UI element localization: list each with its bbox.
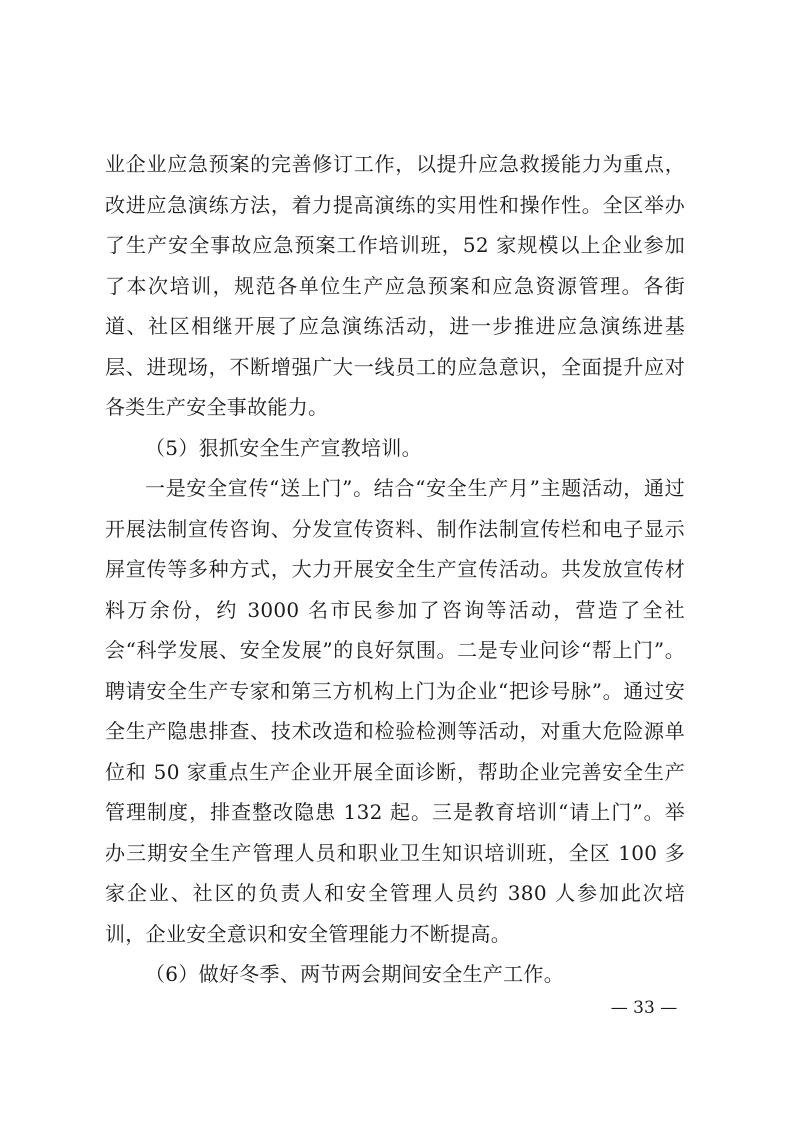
page-number: — 33 — [610, 998, 678, 1018]
paragraph-safety-training: 一是安全宣传“送上门”。结合“安全生产月”主题活动，通过开展法制宣传咨询、分发宣传资料、制作法制宣传栏和电子显示屏宣传等多种方式，大力开展安全生产宣传活动。共发放宣传材料万余份，约 3000 名市民参加了咨询等活动，营造了全社会“科学发展、安全发展”的良好氛围。二是专业问诊“帮上门”。聘请安全生产专家和第三方机构上门为企业“把诊号脉”。通过安全生产隐患排查、技术改造和检验检测等活动，对重大危险源单位和 50 家重点生产企业开展全面诊断，帮助企业完善安全生产管理制度，排查整改隐患 132 起。三是教育培训“请上门”。举办三期安全生产管理人员和职业卫生知识培训班，全区 100 多家企业、社区的负责人和安全管理人员约 380 人参加此次培训，企业安全意识和安全管理能力不断提高。 [105, 476, 685, 946]
section-heading-5: （5）狠抓安全生产宣教培训。 [145, 435, 422, 460]
body-text [105, 144, 685, 995]
paragraph-emergency-drills: 业企业应急预案的完善修订工作，以提升应急救援能力为重点，改进应急演练方法，着力提高演练的实用性和操作性。全区举办了生产安全事故应急预案工作培训班，52 家规模以上企业参加了本次培训，规范各单位生产应急预案和应急资源管理。各街道、社区相继开展了应急演练活动，进一步推进应急演练进基层、进现场，不断增强广大一线员工的应急意识，全面提升应对各类生产安全事故能力。 [105, 152, 685, 419]
section-heading-6: （6）做好冬季、两节两会期间安全生产工作。 [145, 962, 565, 986]
